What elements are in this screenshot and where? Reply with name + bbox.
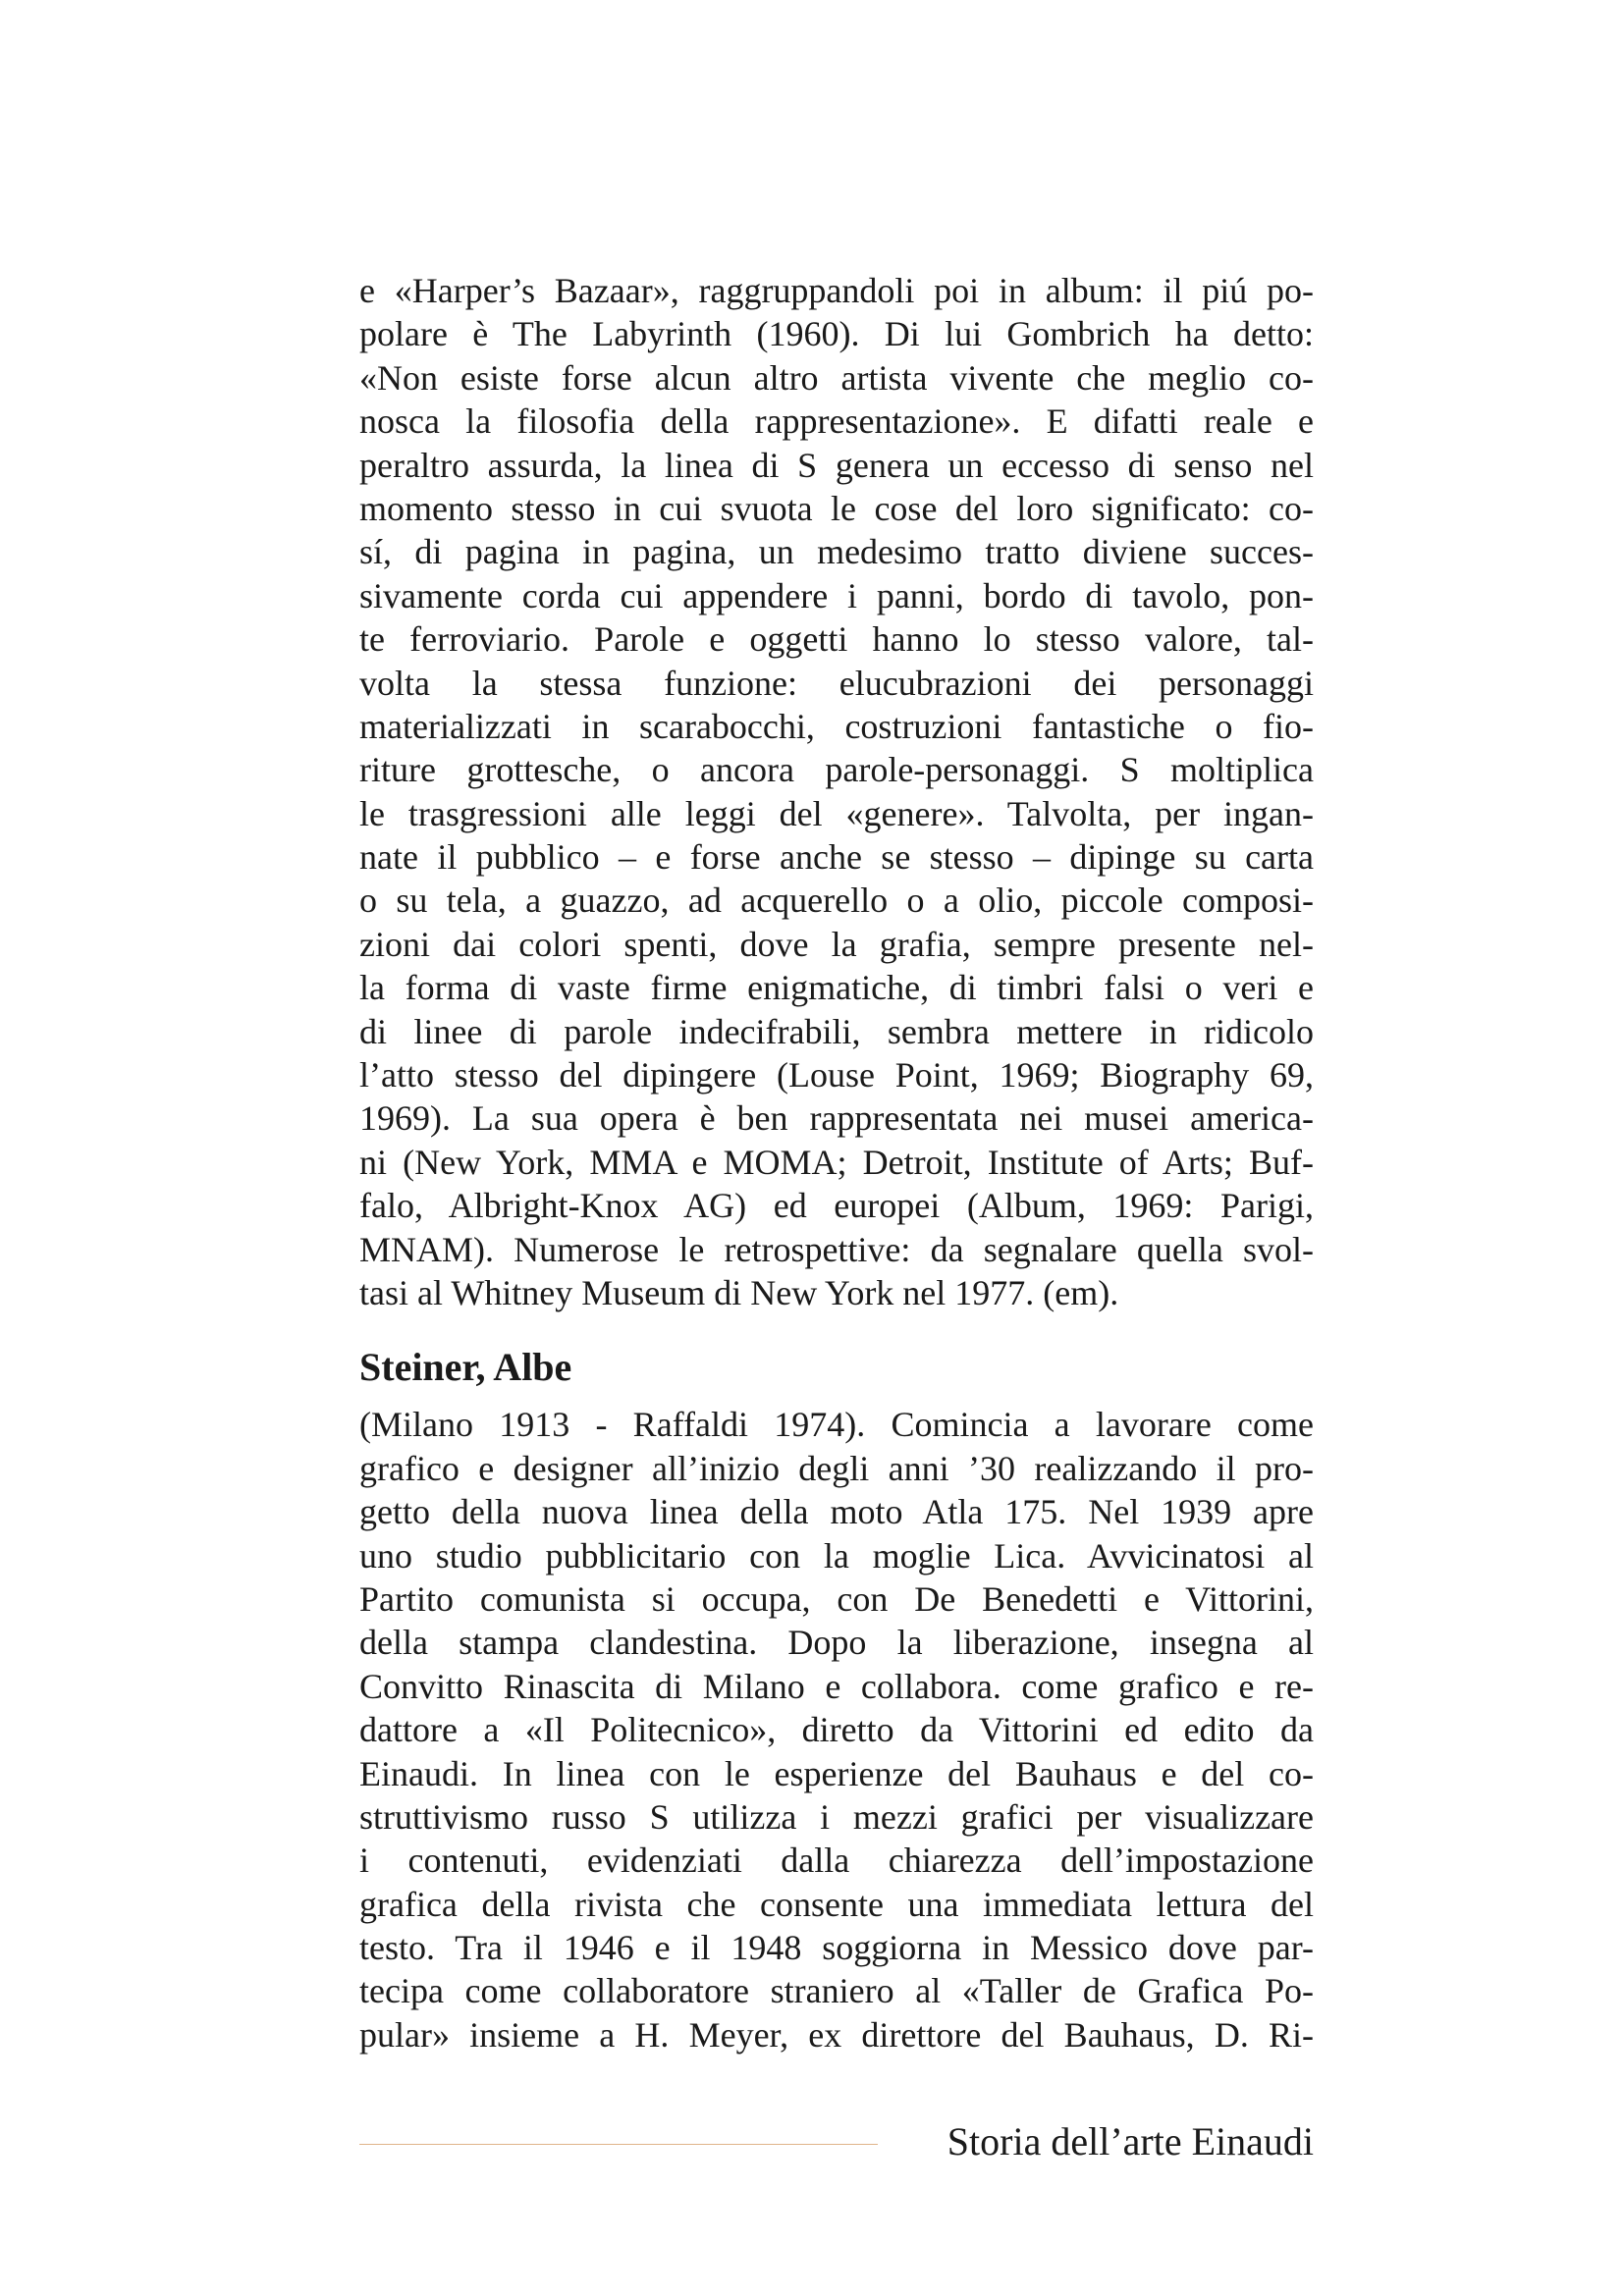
text-line: polare è The Labyrinth (1960). Di lui Gombrich ha detto:: [359, 314, 1314, 354]
text-line: e «Harper’s Bazaar», raggruppandoli poi in album: il piú po-: [359, 271, 1314, 310]
text-line: zioni dai colori spenti, dove la grafia, sempre presente nel-: [359, 924, 1314, 964]
text-line: falo, Albright-Knox AG) ed europei (Album, 1969: Parigi,: [359, 1186, 1314, 1226]
entry-body: [359, 1403, 1314, 2056]
section-continued-entry: [359, 269, 1314, 1314]
text-line: tecipa come collaboratore straniero al «Taller de Grafica Po-: [359, 1971, 1314, 2011]
text-line: pular» insieme a H. Meyer, ex direttore del Bauhaus, D. Ri-: [359, 2014, 1314, 2055]
entry-heading: Steiner, Albe: [359, 1345, 572, 1390]
text-line: le trasgressioni alle leggi del «genere». Talvolta, per ingan-: [359, 793, 1314, 833]
text-line: testo. Tra il 1946 e il 1948 soggiorna in Messico dove par-: [359, 1928, 1314, 1968]
text-line: getto della nuova linea della moto Atla 175. Nel 1939 apre: [359, 1492, 1314, 1532]
text-line: grafico e designer all’inizio degli anni ’30 realizzando il pro-: [359, 1448, 1314, 1488]
text-line: ni (New York, MMA e MOMA; Detroit, Institute of Arts; Buf-: [359, 1142, 1314, 1182]
main-text: [359, 269, 1314, 2056]
text-line: dattore a «Il Politecnico», diretto da Vittorini ed edito da: [359, 1710, 1314, 1750]
text-line: o su tela, a guazzo, ad acquerello o a olio, piccole composi-: [359, 881, 1314, 921]
footer-title: Storia dell’arte Einaudi: [947, 2119, 1314, 2163]
text-line: momento stesso in cui svuota le cose del loro significato: co-: [359, 488, 1314, 528]
text-line: Convitto Rinascita di Milano e collabora. come grafico e re-: [359, 1666, 1314, 1706]
text-line: sivamente corda cui appendere i panni, bordo di tavolo, pon-: [359, 575, 1314, 615]
text-line: l’atto stesso del dipingere (Louse Point, 1969; Biography 69,: [359, 1055, 1314, 1095]
text-line: grafica della rivista che consente una immediata lettura del: [359, 1884, 1314, 1924]
text-line: te ferroviario. Parole e oggetti hanno lo stesso valore, tal-: [359, 619, 1314, 660]
text-line: uno studio pubblicitario con la moglie Lica. Avvicinatosi al: [359, 1535, 1314, 1575]
text-line: 1969). La sua opera è ben rappresentata nei musei america-: [359, 1098, 1314, 1139]
text-line: «Non esiste forse alcun altro artista vivente che meglio co-: [359, 357, 1314, 398]
text-line: tasi al Whitney Museum di New York nel 1977. (em).: [359, 1272, 1119, 1312]
text-line: struttivismo russo S utilizza i mezzi grafici per visualizzare: [359, 1796, 1314, 1837]
text-line: sí, di pagina in pagina, un medesimo tratto diviene succes-: [359, 532, 1314, 572]
text-line: nate il pubblico – e forse anche se stesso – dipinge su carta: [359, 837, 1314, 878]
text-line: della stampa clandestina. Dopo la liberazione, insegna al: [359, 1623, 1314, 1663]
text-line: peraltro assurda, la linea di S genera un eccesso di senso nel: [359, 445, 1314, 485]
text-line: materializzati in scarabocchi, costruzioni fantastiche o fio-: [359, 706, 1314, 746]
text-line: riture grottesche, o ancora parole-personaggi. S moltiplica: [359, 750, 1314, 790]
text-line: (Milano 1913 - Raffaldi 1974). Comincia a lavorare come: [359, 1405, 1314, 1445]
text-line: Einaudi. In linea con le esperienze del Bauhaus e del co-: [359, 1753, 1314, 1793]
text-line: di linee di parole indecifrabili, sembra mettere in ridicolo: [359, 1011, 1314, 1051]
text-line: MNAM). Numerose le retrospettive: da segnalare quella svol-: [359, 1229, 1314, 1269]
text-line: Partito comunista si occupa, con De Benedetti e Vittorini,: [359, 1578, 1314, 1619]
text-line: nosca la filosofia della rappresentazione». E difatti reale e: [359, 401, 1314, 442]
text-line: volta la stessa funzione: elucubrazioni dei personaggi: [359, 663, 1314, 703]
text-line: la forma di vaste firme enigmatiche, di timbri falsi o veri e: [359, 968, 1314, 1008]
footer-divider: [359, 2144, 878, 2145]
text-line: i contenuti, evidenziati dalla chiarezza dell’impostazione: [359, 1841, 1314, 1881]
